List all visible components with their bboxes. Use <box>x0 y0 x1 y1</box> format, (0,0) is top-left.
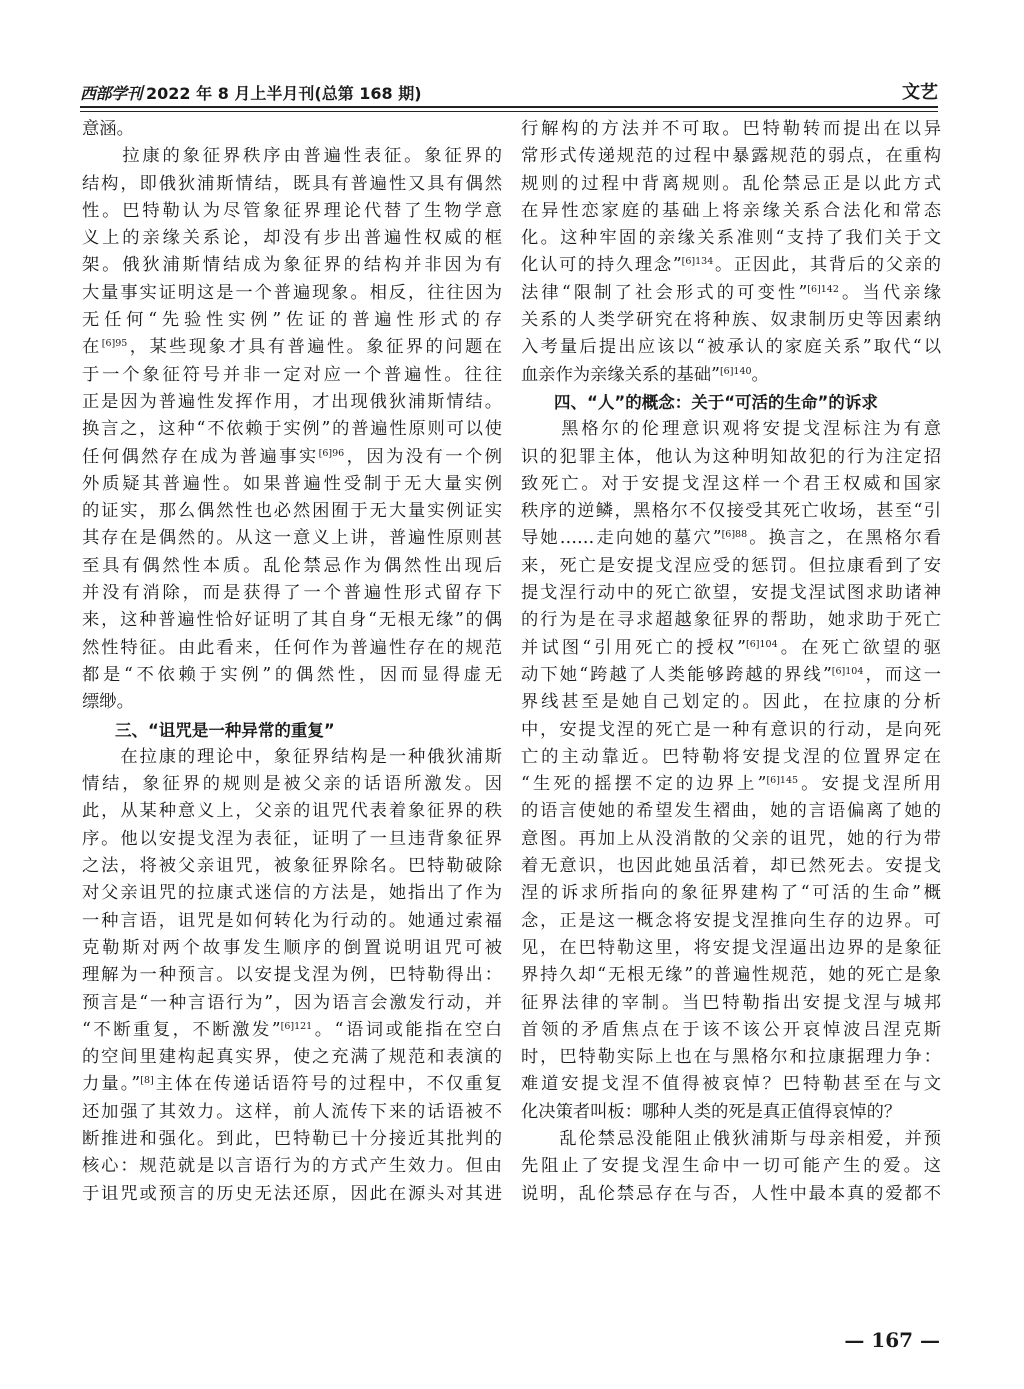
citation-ref: [6]140 <box>719 365 752 377</box>
citation-ref: [6]134 <box>681 256 714 268</box>
line-text: 的空间里建构起真实界，使之充满了规范和表演的 <box>82 1047 502 1068</box>
text-line <box>82 252 502 279</box>
text-line <box>82 798 502 825</box>
citation-ref: [6]145 <box>766 775 799 787</box>
section-label: 文艺 <box>902 82 938 103</box>
text-line <box>82 471 502 498</box>
line-text: 在拉康的理论中，象征界结构是一种俄狄浦斯 <box>82 746 502 767</box>
header-rule-thick <box>80 106 938 108</box>
section-heading <box>521 389 941 416</box>
citation-ref: [6]121 <box>280 1020 313 1032</box>
line-text: 。当代亲缘 <box>838 282 941 303</box>
line-text: 说明，乱伦禁忌存在与否，人性中最本真的爱都不 <box>521 1183 941 1204</box>
line-text: “生死的摇摆不定的边界上” <box>521 774 767 795</box>
text-line <box>82 116 502 143</box>
text-line <box>82 307 502 334</box>
text-line <box>82 935 502 962</box>
text-line <box>521 1181 941 1208</box>
line-text: 征界法律的宰制。当巴特勒指出安提戈涅与城邦 <box>521 992 941 1013</box>
text-line <box>521 116 941 143</box>
text-line <box>521 689 941 716</box>
line-text: 意图。再加上从没消散的父亲的诅咒，她的行为带 <box>521 828 941 849</box>
line-text: 四、“人”的概念：关于“可活的生命”的诉求 <box>521 392 878 412</box>
line-text: “不断重复，不断激发” <box>82 1019 281 1040</box>
line-text: 一种言语，诅咒是如何转化为行动的。她通过索福 <box>82 910 502 931</box>
line-text: 架。俄狄浦斯情结成为象征界的结构并非因为有 <box>82 255 502 276</box>
line-text: 预言是“一种言语行为”，因为语言会激发行动，并 <box>82 992 502 1013</box>
text-line <box>521 880 941 907</box>
text-line <box>521 280 941 307</box>
citation-ref: [6]104 <box>746 638 778 650</box>
line-text: 秩序的逆鳞，黑格尔不仅接受其死亡收场，甚至“引 <box>521 501 941 522</box>
line-text: 外质疑其普遍性。如果普遍性受制于无大量实例 <box>82 473 502 494</box>
line-text: 动下她“跨越了人类能够跨越的界线” <box>521 664 832 685</box>
text-line <box>521 908 941 935</box>
text-line <box>82 225 502 252</box>
text-line <box>82 143 502 170</box>
text-line <box>82 389 502 416</box>
text-line <box>82 662 502 689</box>
text-line <box>82 198 502 225</box>
line-text: 来，死亡是安提戈涅应受的惩罚。但拉康看到了安 <box>521 555 941 576</box>
line-text: ，因为没有一个例 <box>344 446 502 467</box>
line-text: 法律“限制了社会形式的可变性” <box>521 282 808 303</box>
citation-ref: [6]104 <box>831 665 864 677</box>
page-number: — 167 — <box>844 1328 940 1352</box>
line-text: 还加强了其效力。这样，前人流传下来的话语被不 <box>82 1101 502 1122</box>
line-text: 关系的人类学研究在将种族、奴隶制历史等因素纳 <box>521 310 941 331</box>
line-text: 来，这种普遍性恰好证明了其自身“无根无缘”的偶 <box>82 610 502 631</box>
line-text: 无任何“先验性实例”佐证的普遍性形式的存 <box>82 310 502 331</box>
text-line <box>82 580 502 607</box>
line-text: 拉康的象征界秩序由普遍性表征。象征界的 <box>82 146 502 167</box>
text-line <box>521 1153 941 1180</box>
text-line <box>521 744 941 771</box>
text-line <box>521 252 941 279</box>
line-text: 正是因为普遍性发挥作用，才出现俄狄浦斯情结。 <box>82 391 502 412</box>
line-text: 的证实，那么偶然性也必然困囿于无大量实例证实 <box>82 501 502 522</box>
line-text: 义上的亲缘关系论，却没有步出普遍性权威的框 <box>82 228 502 249</box>
text-line <box>521 798 941 825</box>
text-line <box>82 607 502 634</box>
text-line <box>521 171 941 198</box>
citation-ref: [6]96 <box>318 447 345 459</box>
text-line <box>82 362 502 389</box>
text-line <box>82 1071 502 1098</box>
text-line <box>521 498 941 525</box>
line-text: 首领的矛盾焦点在于该不该公开哀悼波吕涅克斯 <box>521 1019 941 1040</box>
line-text: 核心：规范就是以言语行为的方式产生效力。但由 <box>82 1156 502 1177</box>
text-line <box>82 1099 502 1126</box>
section-heading <box>82 717 502 744</box>
line-text: 难道安提戈涅不值得被哀悼？巴特勒甚至在与文 <box>521 1074 941 1095</box>
running-header <box>80 70 938 104</box>
line-text: 的语言使她的希望发生褶曲，她的言语偏离了她的 <box>521 801 941 822</box>
text-line <box>82 853 502 880</box>
text-line <box>521 771 941 798</box>
text-line <box>82 962 502 989</box>
line-text: 化认可的持久理念” <box>521 255 682 276</box>
line-text: 此，从某种意义上，父亲的诅咒代表着象征界的秩 <box>82 801 502 822</box>
line-text: 于一个象征符号并非一定对应一个普遍性。往往 <box>82 364 502 385</box>
text-line <box>82 744 502 771</box>
text-line <box>82 826 502 853</box>
text-line <box>521 580 941 607</box>
text-line <box>521 525 941 552</box>
right-column <box>521 116 941 1208</box>
line-text: 界线甚至是她自己划定的。因此，在拉康的分析 <box>521 692 941 713</box>
text-line <box>82 416 502 443</box>
line-text: 。换言之，在黑格尔看 <box>747 528 941 549</box>
line-text: 。正因此，其背后的父亲的 <box>713 255 941 276</box>
line-text: 大量事实证明这是一个普遍现象。相反，往往因为 <box>82 282 502 303</box>
text-line <box>521 143 941 170</box>
text-line <box>82 635 502 662</box>
line-text: 断推进和强化。到此，巴特勒已十分接近其批判的 <box>82 1128 502 1149</box>
line-text: 先阻止了安提戈涅生命中一切可能产生的爱。这 <box>521 1156 941 1177</box>
text-line <box>82 1044 502 1071</box>
text-line <box>521 635 941 662</box>
line-text: 化决策者叫板：哪种人类的死是真正值得哀悼的？ <box>521 1101 902 1122</box>
issue-info: 2022 年 8 月上半月刊(总第 168 期) <box>146 84 422 103</box>
line-text: 三、“诅咒是一种异常的重复” <box>82 720 335 740</box>
line-text: 血亲作为亲缘关系的基础” <box>521 364 720 385</box>
text-line <box>521 362 941 389</box>
text-line <box>521 416 941 443</box>
line-text: 规则的过程中背离规则。乱伦禁忌正是以此方式 <box>521 173 941 194</box>
text-line <box>521 607 941 634</box>
line-text: ，某些现象才具有普遍性。象征界的问题在 <box>127 337 502 358</box>
line-text: 致死亡。对于安提戈涅这样一个君王权威和国家 <box>521 473 941 494</box>
line-text: 并没有消除，而是获得了一个普遍性形式留存下 <box>82 583 502 604</box>
text-line <box>521 1099 941 1126</box>
text-line <box>82 880 502 907</box>
text-line <box>521 471 941 498</box>
text-line <box>82 689 502 716</box>
text-line <box>82 171 502 198</box>
line-text: ，而这一 <box>863 664 941 685</box>
text-line <box>521 717 941 744</box>
line-text: 力量。” <box>82 1074 141 1095</box>
text-line <box>521 225 941 252</box>
line-text: 化。这种牢固的亲缘关系准则“支持了我们关于文 <box>521 228 941 249</box>
line-text: 的行为是在寻求超越象征界的帮助，她求助于死亡 <box>521 610 941 631</box>
line-text: 情结，象征界的规则是被父亲的话语所激发。因 <box>82 774 502 795</box>
text-line <box>521 198 941 225</box>
line-text: 在 <box>82 337 102 358</box>
line-text: 其存在是偶然的。从这一意义上讲，普遍性原则甚 <box>82 528 502 549</box>
text-line <box>521 334 941 361</box>
citation-ref: [6]95 <box>101 338 128 350</box>
header-rule-thin <box>80 111 938 112</box>
left-column <box>82 116 502 1208</box>
line-text: 提戈涅行动中的死亡欲望，安提戈涅试图求助诸神 <box>521 583 941 604</box>
journal-logo: 西部学刊 <box>80 84 143 103</box>
line-text: 着无意识，也因此她虽活着，却已然死去。安提戈 <box>521 856 941 877</box>
text-line <box>521 553 941 580</box>
line-text: 乱伦禁忌没能阻止俄狄浦斯与母亲相爱，并预 <box>521 1128 941 1149</box>
text-line <box>521 444 941 471</box>
text-line <box>521 826 941 853</box>
line-text: 序。他以安提戈涅为表征，证明了一旦违背象征界 <box>82 828 502 849</box>
text-line <box>521 853 941 880</box>
journal-masthead <box>80 81 422 104</box>
text-line <box>521 307 941 334</box>
line-text: 念，正是这一概念将安提戈涅推向生存的边界。可 <box>521 910 941 931</box>
line-text: 在异性恋家庭的基础上将亲缘关系合法化和常态 <box>521 200 941 221</box>
line-text: 任何偶然存在成为普遍事实 <box>82 446 319 467</box>
line-text: 。 <box>751 364 769 385</box>
text-line <box>521 1126 941 1153</box>
line-text: 之法，将被父亲诅咒，被象征界除名。巴特勒破除 <box>82 856 502 877</box>
line-text: 。安提戈涅所用 <box>798 774 941 795</box>
line-text: 对父亲诅咒的拉康式迷信的方法是，她指出了作为 <box>82 883 502 904</box>
line-text: 并试图“引用死亡的授权” <box>521 637 747 658</box>
line-text: 入考量后提出应该以“被承认的家庭关系”取代“以 <box>521 337 941 358</box>
text-line <box>82 771 502 798</box>
line-text: 理解为一种预言。以安提戈涅为例，巴特勒得出： <box>82 965 502 986</box>
line-text: 时，巴特勒实际上也在与黑格尔和拉康据理力争： <box>521 1047 941 1068</box>
line-text: 见，在巴特勒这里，将安提戈涅逼出边界的是象征 <box>521 937 941 958</box>
citation-ref: [6]142 <box>807 283 839 295</box>
line-text: 换言之，这种“不依赖于实例”的普遍性原则可以使 <box>82 419 502 440</box>
text-line <box>82 1017 502 1044</box>
line-text: 识的犯罪主体，他认为这种明知故犯的行为注定招 <box>521 446 941 467</box>
line-text: 亡的主动靠近。巴特勒将安提戈涅的位置界定在 <box>521 746 941 767</box>
text-line <box>521 962 941 989</box>
line-text: 克勒斯对两个故事发生顺序的倒置说明诅咒可被 <box>82 937 502 958</box>
line-text: 行解构的方法并不可取。巴特勒转而提出在以异 <box>521 119 941 139</box>
line-text: 意涵。 <box>82 119 134 139</box>
line-text: 。“语词或能指在空白 <box>312 1019 502 1040</box>
text-line <box>82 334 502 361</box>
line-text: 至具有偶然性本质。乱伦禁忌作为偶然性出现后 <box>82 555 502 576</box>
line-text: 主体在传递话语符号的过程中，不仅重复 <box>153 1074 502 1095</box>
line-text: 。在死亡欲望的驱 <box>777 637 941 658</box>
line-text: 都是“不依赖于实例”的偶然性，因而显得虚无 <box>82 664 502 685</box>
line-text: 结构，即俄狄浦斯情结，既具有普遍性又具有偶然 <box>82 173 502 194</box>
text-line <box>82 1153 502 1180</box>
text-line <box>82 280 502 307</box>
line-text: 性。巴特勒认为尽管象征界理论代替了生物学意 <box>82 200 502 221</box>
text-line <box>82 908 502 935</box>
text-line <box>82 1181 502 1208</box>
text-line <box>82 444 502 471</box>
line-text: 界持久却“无根无缘”的普遍性规范，她的死亡是象 <box>521 965 941 986</box>
line-text: 常形式传递规范的过程中暴露规范的弱点，在重构 <box>521 146 941 167</box>
text-line <box>82 1126 502 1153</box>
line-text: 黑格尔的伦理意识观将安提戈涅标注为有意 <box>521 419 941 440</box>
text-line <box>82 525 502 552</box>
text-line <box>521 935 941 962</box>
citation-ref: [8] <box>140 1075 154 1087</box>
text-line <box>521 1017 941 1044</box>
citation-ref: [6]88 <box>721 529 748 541</box>
text-line <box>521 990 941 1017</box>
line-text: 导她……走向她的墓穴” <box>521 528 722 549</box>
line-text: 中，安提戈涅的死亡是一种有意识的行动，是向死 <box>521 719 941 740</box>
line-text: 于诅咒或预言的历史无法还原，因此在源头对其进 <box>82 1183 502 1204</box>
text-line <box>82 990 502 1017</box>
text-line <box>82 498 502 525</box>
line-text: 然性特征。由此看来，任何作为普遍性存在的规范 <box>82 637 502 658</box>
text-line <box>521 662 941 689</box>
line-text: 缥缈。 <box>82 692 134 713</box>
text-line <box>82 553 502 580</box>
line-text: 涅的诉求所指向的象征界建构了“可活的生命”概 <box>521 883 941 904</box>
text-line <box>521 1071 941 1098</box>
text-line <box>521 1044 941 1071</box>
